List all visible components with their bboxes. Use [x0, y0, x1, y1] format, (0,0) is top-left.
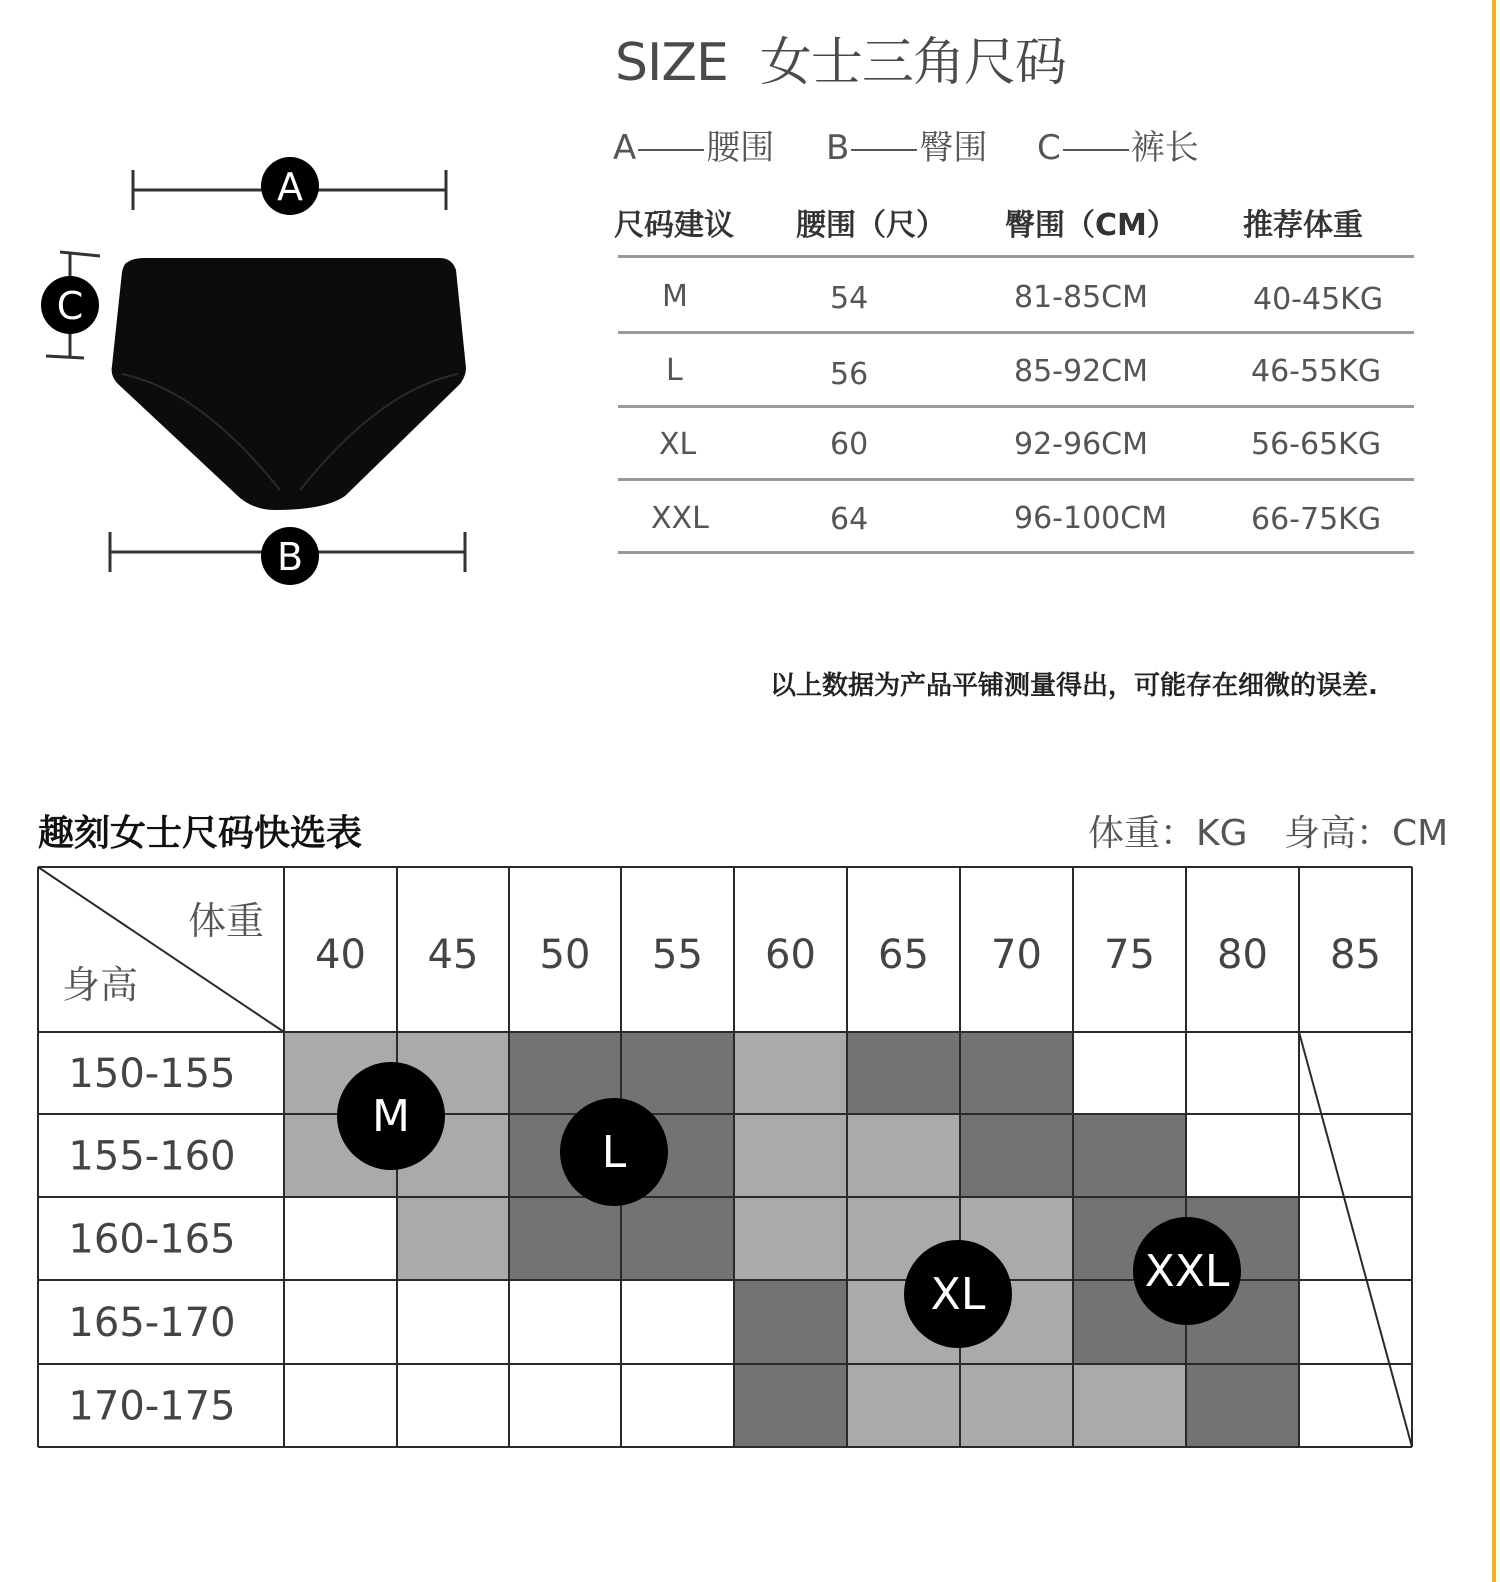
- grid-cell-white: [1186, 1114, 1299, 1197]
- height-row-label: 155-160: [68, 1133, 236, 1180]
- table-cell: XXL: [651, 501, 709, 536]
- grid-cell-white: [509, 1280, 621, 1364]
- size-header: 尺码建议: [614, 208, 734, 243]
- grid-cell-white: [284, 1364, 397, 1447]
- marker-a: A: [277, 165, 303, 209]
- table-cell: 96-100CM: [1014, 501, 1168, 536]
- table-cell: 92-96CM: [1014, 427, 1149, 462]
- grid-cell-white: [284, 1280, 397, 1364]
- measurement-note: 以上数据为产品平铺测量得出，可能存在细微的误差.: [770, 671, 1378, 701]
- height-unit: 身高：CM: [1284, 813, 1449, 854]
- waist-header: 腰围（尺）: [796, 208, 946, 243]
- grid-cell-white: [1186, 1032, 1299, 1114]
- legend-c-letter: C: [1037, 128, 1061, 168]
- grid-cell-white: [1299, 1114, 1412, 1197]
- grid-cell-dark: [847, 1032, 960, 1114]
- weight-column-label: 45: [427, 932, 479, 978]
- height-row-label: 160-165: [68, 1216, 236, 1263]
- weight-header: 推荐体重: [1243, 208, 1363, 243]
- weight-column-label: 75: [1104, 932, 1155, 978]
- weight-column-label: 60: [765, 932, 816, 978]
- weight-column-label: 55: [652, 932, 703, 978]
- table-cell: 66-75KG: [1251, 502, 1382, 537]
- table-cell: 46-55KG: [1251, 354, 1382, 389]
- weight-column-label: 70: [991, 932, 1042, 978]
- table-cell: 81-85CM: [1014, 280, 1149, 315]
- title-text: 女士三角尺码: [759, 33, 1066, 93]
- weight-column-label: 40: [315, 932, 366, 978]
- height-row-label: 150-155: [68, 1051, 236, 1097]
- hip-header: 臀围（CM）: [1005, 208, 1177, 243]
- size-badge-label: XL: [930, 1269, 986, 1320]
- corner-weight-label: 体重: [187, 899, 264, 943]
- weight-column-label: 80: [1217, 932, 1268, 978]
- table-cell: XL: [659, 427, 697, 462]
- legend-a-letter: A: [613, 128, 637, 168]
- grid-cell-dark: [960, 1114, 1073, 1197]
- table-cell: 64: [830, 502, 869, 537]
- weight-column-label: 50: [539, 932, 591, 978]
- marker-b: B: [276, 535, 304, 579]
- weight-column-label: 85: [1330, 932, 1381, 978]
- grid-cell-white: [284, 1197, 397, 1280]
- grid-cell-white: [397, 1364, 509, 1447]
- table-cell: 56-65KG: [1251, 427, 1382, 462]
- corner-height-label: 身高: [62, 963, 139, 1007]
- grid-cell-light: [734, 1114, 847, 1197]
- table-cell: L: [666, 353, 683, 388]
- legend-b-letter: B: [826, 128, 850, 168]
- table-cell: M: [662, 279, 688, 314]
- weight-unit: 体重：KG: [1088, 813, 1248, 854]
- grid-cell-dark: [1073, 1114, 1186, 1197]
- weight-column-label: 65: [878, 932, 929, 978]
- grid-cell-white: [1299, 1364, 1412, 1447]
- grid-cell-dark: [734, 1280, 847, 1364]
- corner-diagonal: [38, 867, 284, 1032]
- grid-cell-dark: [960, 1032, 1073, 1114]
- grid-cell-dark: [1186, 1364, 1299, 1447]
- grid-cell-dark: [734, 1364, 847, 1447]
- legend-b-label: 臀围: [919, 128, 988, 168]
- grid-cell-white: [397, 1280, 509, 1364]
- grid-cell-light: [1073, 1364, 1186, 1447]
- grid-cell-white: [621, 1364, 734, 1447]
- grid-cell-white: [1299, 1280, 1412, 1364]
- grid-cell-light: [847, 1364, 960, 1447]
- grid-cell-light: [397, 1197, 509, 1280]
- table-cell: 60: [830, 427, 869, 462]
- grid-cell-white: [1073, 1032, 1186, 1114]
- grid-cell-light: [734, 1197, 847, 1280]
- grid-cell-white: [621, 1280, 734, 1364]
- grid-cell-light: [960, 1364, 1073, 1447]
- table-cell: 85-92CM: [1014, 354, 1149, 389]
- grid-cell-light: [847, 1114, 960, 1197]
- legend-a-label: 腰围: [706, 128, 775, 168]
- grid-cell-white: [509, 1364, 621, 1447]
- height-row-label: 165-170: [68, 1300, 236, 1346]
- quick-pick-title: 趣刻女士尺码快选表: [38, 813, 363, 854]
- grid-cell-light: [734, 1032, 847, 1114]
- marker-c: C: [56, 284, 84, 328]
- size-badge-label: M: [372, 1091, 410, 1142]
- table-cell: 40-45KG: [1253, 282, 1384, 317]
- size-word: SIZE: [615, 33, 728, 93]
- legend-c-label: 裤长: [1130, 128, 1199, 168]
- table-cell: 56: [830, 357, 869, 392]
- height-row-label: 170-175: [68, 1383, 236, 1430]
- grid-cell-dark: [621, 1032, 734, 1114]
- size-badge-label: L: [601, 1127, 627, 1178]
- grid-cell-dark: [621, 1197, 734, 1280]
- grid-cell-white: [1299, 1032, 1412, 1114]
- size-badge-label: XXL: [1144, 1246, 1230, 1297]
- grid-cell-dark: [509, 1197, 621, 1280]
- table-cell: 54: [830, 281, 869, 316]
